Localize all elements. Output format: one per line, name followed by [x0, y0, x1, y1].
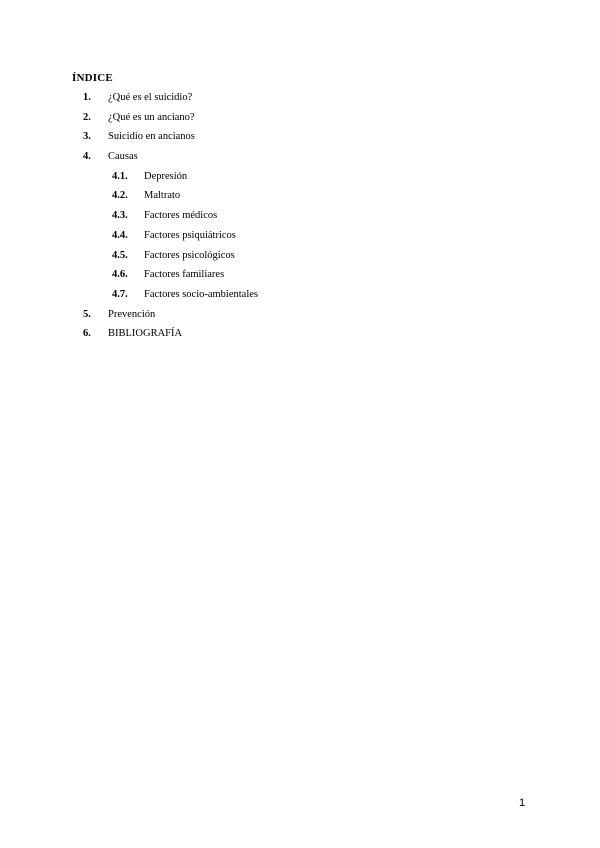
- toc-entry-label: Factores médicos: [144, 210, 218, 222]
- toc-entry-label: Factores psicológicos: [144, 249, 235, 261]
- toc-entry-label: Prevención: [108, 308, 156, 320]
- toc-entry-number: 4.6.: [112, 269, 128, 281]
- toc-entry-label: Factores socio-ambientales: [144, 288, 259, 300]
- toc-heading: ÍNDICE: [72, 72, 113, 84]
- toc-entry-number: 4.2.: [112, 190, 128, 202]
- toc-entry-number: 5.: [83, 308, 91, 320]
- toc-entry-number: 4.5.: [112, 249, 128, 261]
- toc-entry-number: 6.: [83, 328, 91, 340]
- toc-entry-label: Factores familiares: [144, 269, 225, 281]
- toc-entry-label: ¿Qué es un anciano?: [108, 111, 195, 123]
- toc-entry-number: 4.7.: [112, 288, 128, 300]
- toc-entry-label: Depresión: [144, 170, 188, 182]
- toc-entry-number: 4.3.: [112, 210, 128, 222]
- toc-entry-number: 2.: [83, 111, 91, 123]
- toc-entry-label: Suicidio en ancianos: [108, 131, 195, 143]
- toc-entry-label: Causas: [108, 151, 138, 163]
- toc-entry-label: Factores psiquiátricos: [144, 229, 236, 241]
- toc-entry-number: 4.4.: [112, 229, 128, 241]
- toc-entry-label: ¿Qué es el suicidio?: [108, 92, 193, 103]
- toc-entry-number: 1.: [83, 92, 91, 103]
- toc-entry-number: 4.1.: [112, 170, 128, 182]
- toc-entry-number: 3.: [83, 131, 91, 143]
- toc-entry-label: BIBLIOGRAFÍA: [108, 328, 183, 340]
- toc-entry-label: Maltrato: [144, 190, 181, 202]
- toc-entry-number: 4.: [83, 151, 91, 163]
- page-number: 1: [519, 797, 526, 809]
